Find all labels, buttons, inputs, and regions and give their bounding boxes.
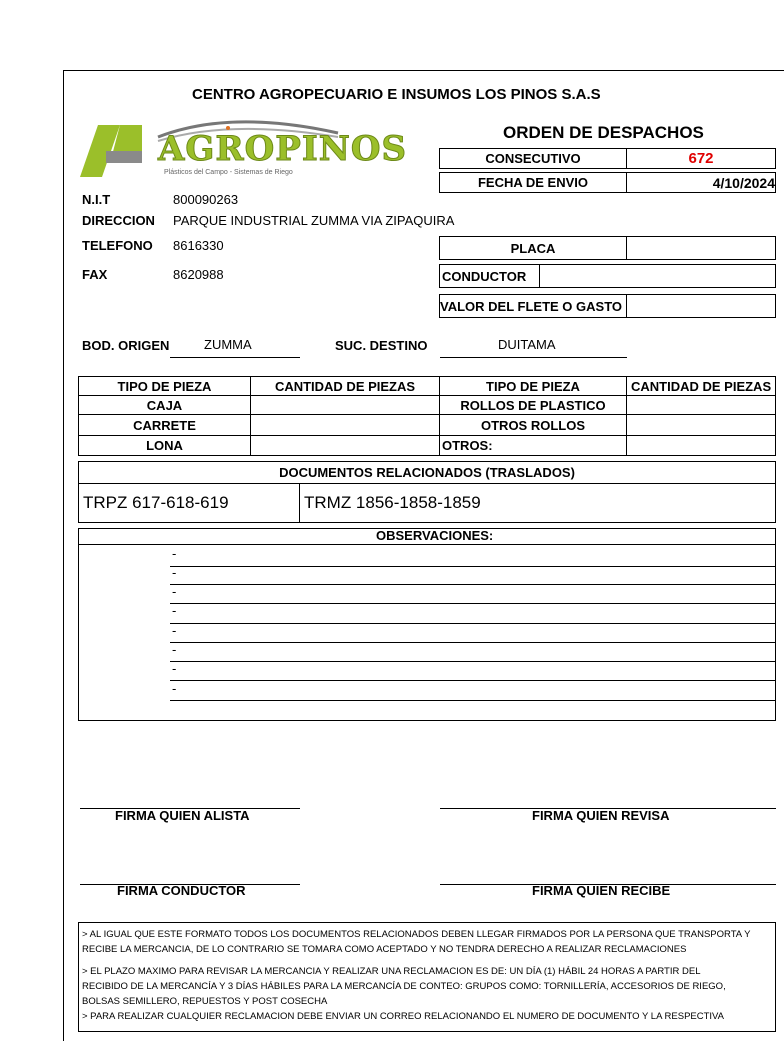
table-header: TIPO DE PIEZA	[78, 376, 251, 396]
related-doc-1: TRPZ 617-618-619	[78, 483, 300, 523]
observation-line: -	[172, 603, 177, 618]
fecha-envio-value: 4/10/2024	[626, 172, 776, 193]
note-line: > PARA REALIZAR CUALQUIER RECLAMACION DEBE ENVIAR UN CORREO RELACIONANDO EL NUMERO DE DOCUMENTO Y LA RESPECTIVA	[82, 1011, 725, 1022]
signature-conductor-label: FIRMA CONDUCTOR	[117, 883, 246, 898]
signature-alista-label: FIRMA QUIEN ALISTA	[115, 808, 250, 823]
observation-line: -	[172, 681, 177, 696]
placa-value[interactable]	[626, 236, 776, 260]
related-doc-2: TRMZ 1856-1858-1859	[299, 483, 776, 523]
table-cell[interactable]	[626, 414, 776, 436]
origen-underline	[170, 357, 300, 358]
telefono-label: TELEFONO	[82, 238, 153, 253]
observation-line: -	[172, 642, 177, 657]
table-cell[interactable]	[626, 435, 776, 456]
observation-rule	[170, 642, 776, 643]
table-cell: LONA	[78, 435, 251, 456]
table-header: TIPO DE PIEZA	[439, 376, 627, 396]
note-line: RECIBIDO DE LA MERCANCÍA Y 3 DÍAS HÁBILES PARA LA MERCANCÍA DE CONTEO: GRUPOS COMO: TORNILLERÍA, ACCESORIOS DE RIEGO,	[82, 981, 726, 992]
observation-rule	[170, 584, 776, 585]
flete-value[interactable]	[626, 294, 776, 318]
consecutivo-label: CONSECUTIVO	[439, 148, 627, 169]
suc-destino-value: DUITAMA	[498, 337, 556, 352]
observation-rule	[170, 623, 776, 624]
observation-line: -	[172, 584, 177, 599]
company-logo	[80, 115, 408, 183]
observation-line: -	[172, 546, 177, 561]
logo-text: AGROPINOS	[158, 129, 408, 169]
table-cell[interactable]	[250, 414, 440, 436]
fecha-envio-label: FECHA DE ENVIO	[439, 172, 627, 193]
nit-label: N.I.T	[82, 192, 111, 207]
document-title: ORDEN DE DESPACHOS	[503, 123, 704, 142]
observation-line: -	[172, 661, 177, 676]
bod-origen-label: BOD. ORIGEN	[82, 338, 170, 353]
conductor-label: CONDUCTOR	[439, 264, 540, 288]
observations-box	[78, 528, 776, 721]
table-cell: OTROS ROLLOS	[439, 414, 627, 436]
telefono-value: 8616330	[173, 238, 224, 253]
destino-underline	[440, 357, 627, 358]
bod-origen-value: ZUMMA	[204, 337, 252, 352]
flete-label: VALOR DEL FLETE O GASTO	[439, 294, 627, 318]
table-cell[interactable]	[626, 395, 776, 415]
table-cell: CAJA	[78, 395, 251, 415]
observation-line: -	[172, 623, 177, 638]
table-cell: CARRETE	[78, 414, 251, 436]
observation-rule	[170, 603, 776, 604]
nit-value: 800090263	[173, 192, 239, 207]
company-name: CENTRO AGROPECUARIO E INSUMOS LOS PINOS S.A.S	[192, 86, 601, 103]
note-line: > EL PLAZO MAXIMO PARA REVISAR LA MERCANCIA Y REALIZAR UNA RECLAMACION ES DE: UN DÍA (1) HÁBIL 24 HORAS A PARTIR DEL	[82, 966, 701, 977]
table-header: CANTIDAD DE PIEZAS	[250, 376, 440, 396]
signature-recibe-label: FIRMA QUIEN RECIBE	[532, 883, 671, 898]
placa-label: PLACA	[439, 236, 627, 260]
observations-title: OBSERVACIONES:	[376, 528, 494, 543]
related-docs-title: DOCUMENTOS RELACIONADOS (TRASLADOS)	[78, 461, 776, 484]
observations-title-underline	[78, 544, 776, 545]
table-cell: OTROS:	[439, 435, 627, 456]
fax-label: FAX	[82, 267, 108, 282]
table-cell[interactable]	[250, 435, 440, 456]
note-line: BOLSAS SEMILLERO, REPUESTOS Y POST COSECHA	[82, 996, 328, 1007]
direccion-label: DIRECCION	[82, 213, 155, 228]
note-line: > AL IGUAL QUE ESTE FORMATO TODOS LOS DOCUMENTOS RELACIONADOS DEBEN LLEGAR FIRMADOS POR LA PERSONA QUE TRANSPORTA Y	[82, 929, 751, 940]
note-line: RECIBE LA MERCANCIA, DE LO CONTRARIO SE TOMARA COMO ACEPTADO Y NO TENDRA DERECHO A REALIZAR RECLAMACIONES	[82, 944, 687, 955]
direccion-value: PARQUE INDUSTRIAL ZUMMA VIA ZIPAQUIRA	[173, 213, 455, 228]
conductor-value[interactable]	[539, 264, 776, 288]
observation-rule	[170, 700, 776, 701]
signature-revisa-label: FIRMA QUIEN REVISA	[532, 808, 670, 823]
logo-subtitle: Plásticos del Campo - Sistemas de Riego	[164, 169, 293, 176]
table-header: CANTIDAD DE PIEZAS	[626, 376, 776, 396]
observation-rule	[170, 566, 776, 567]
consecutivo-value: 672	[626, 148, 776, 169]
observation-rule	[170, 661, 776, 662]
suc-destino-label: SUC. DESTINO	[335, 338, 428, 353]
table-cell: ROLLOS DE PLASTICO	[439, 395, 627, 415]
fax-value: 8620988	[173, 267, 224, 282]
observation-rule	[170, 680, 776, 681]
observation-line: -	[172, 565, 177, 580]
table-cell[interactable]	[250, 395, 440, 415]
